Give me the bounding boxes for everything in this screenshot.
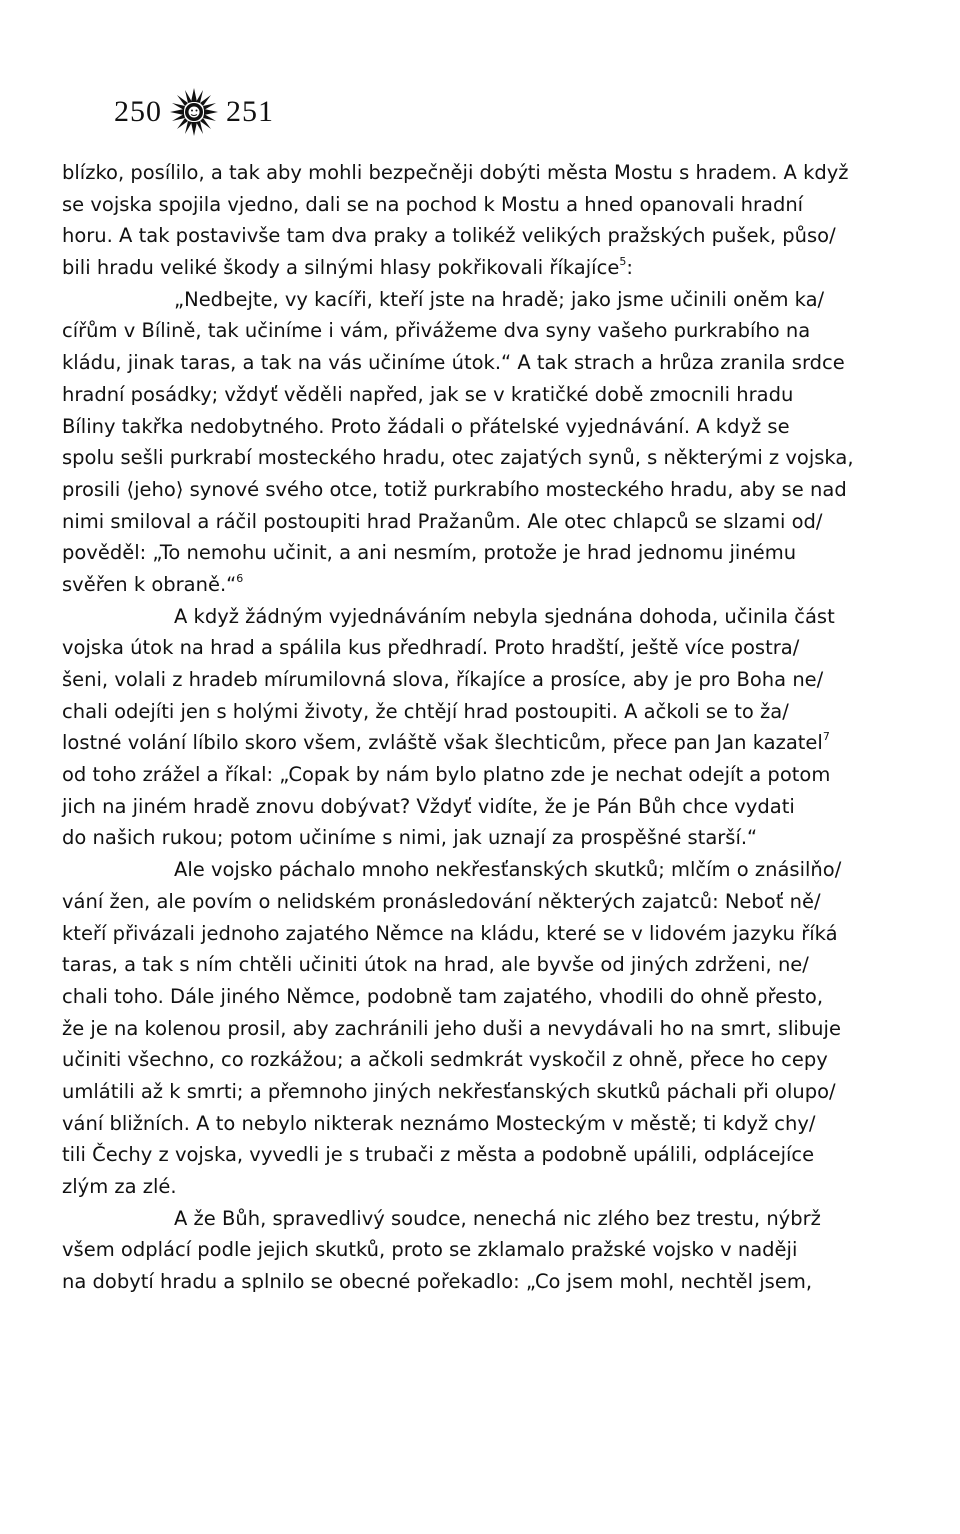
text-line [62,442,898,474]
text-line [62,1139,898,1171]
text-line-content: do našich rukou; potom učiníme s nimi, jak uznají za prospěšné starší.“ [62,826,758,850]
text-line-content: zlým za zlé. [62,1175,177,1198]
text-line [62,632,898,664]
text-line-content: Bíliny takřka nedobytného. Proto žádali o přátelské vyjednávání. A když se [62,414,790,438]
text-line-content: kteří přivázali jednoho zajatého Němce na kládu, které se v lidovém jazyku říká [62,921,838,945]
text-line-content: hradní posádky; vždyť věděli napřed, jak se v kratičké době zmocnili hradu [62,382,794,406]
text-line-content: se vojska spojila vjedno, dali se na pochod k Mostu a hned opanovali hradní [62,192,804,216]
text-line [62,537,898,569]
footnote-marker: 5 [619,255,627,269]
text-line [62,696,898,728]
text-line-content: šeni, volali z hradeb mírumilovná slova, říkajíce a prosíce, aby je pro Boha ne/ [62,668,824,691]
footnote-marker: 7 [822,730,830,744]
footnote-marker: 6 [236,571,244,585]
text-line-content: chali odejíti jen s holými životy, že chtějí hrad postoupiti. A ačkoli se to ža/ [62,699,789,723]
text-line-content: bili hradu veliké škody a silnými hlasy pokřikovali říkajíce [62,256,620,280]
text-line [62,1266,898,1298]
text-line-content: umlátili až k smrti; a přemnoho jiných nekřesťanských skutků páchali při olupo/ [62,1079,836,1103]
page-header [114,84,274,140]
page-number-left: 250 [114,95,162,128]
text-line-content: „Nedbejte, vy kacíři, kteří jste na hradě; jako jsme učinili oněm ka/ [174,287,825,311]
text-line [62,220,898,252]
text-line [62,981,898,1013]
text-line-content: vání žen, ale povím o nelidském pronásledování některých zajatců: Neboť ně/ [62,889,821,913]
text-line-content: prosili ⟨jeho⟩ synové svého otce, totiž purkrabího mosteckého hradu, aby se nad [62,477,847,501]
text-line-content: učiniti všechno, co rozkážou; a ačkoli sedmkrát vyskočil z ohně, přece ho cepy [62,1048,828,1072]
text-line-content: cířům v Bílině, tak učiníme i vám, přivážeme dva syny vašeho purkrabího na [62,319,811,343]
text-line-content: vojska útok na hrad a spálila kus předhradí. Proto hradští, ještě více postra/ [62,636,800,660]
text-line-content: horu. A tak postavivše tam dva praky a tolikéž velikých pražských pušek, půso/ [62,224,836,248]
text-line [62,918,898,950]
text-line [62,791,898,823]
text-line [62,1171,898,1203]
text-line [62,949,898,981]
text-line-content: všem odplácí podle jejich skutků, proto se zklamalo pražské vojsko v naději [62,1238,798,1262]
text-line-content: spolu sešli purkrabí mosteckého hradu, otec zajatých synů, s některými z vojska, [62,446,854,470]
text-line-content: od toho zrážel a říkal: „Copak by nám bylo platno zde je nechat odejít a potom [62,763,831,787]
text-line [62,601,898,633]
text-line [62,284,898,316]
text-line [62,664,898,696]
text-line-content: tili Čechy z vojska, vyvedli je s trubači z města a podobně upálili, odplácejíce [62,1143,815,1167]
text-line-content: jich na jiném hradě znovu dobývat? Vždyť vidíte, že je Pán Bůh chce vydati [62,794,795,818]
text-line [62,1013,898,1045]
text-line-content: A že Bůh, spravedlivý soudce, nenechá nic zlého bez trestu, nýbrž [174,1206,821,1230]
text-line [62,474,898,506]
text-line [62,157,898,189]
text-line-content: blízko, posílilo, a tak aby mohli bezpečněji dobýti města Mostu s hradem. A když [62,161,849,184]
text-line-content: kládu, jinak taras, a tak na vás učiníme útok.“ A tak strach a hrůza zranila srdce [62,351,845,375]
sun-ornament-icon [166,84,222,140]
text-line-content: pověděl: „To nemohu učinit, a ani nesmím, protože je hrad jednomu jinému [62,541,797,565]
text-line-content: taras, a tak s ním chtěli učiniti útok na hrad, ale byvše od jiných zdrženi, ne/ [62,953,809,977]
text-line [62,347,898,379]
text-line [62,506,898,538]
text-line-content: lostné volání líbilo skoro všem, zvláště však šlechticům, přece pan Jan kazatel [62,731,823,755]
text-line-content: vání bližních. A to nebylo nikterak neznámo Mosteckým v městě; ti když chy/ [62,1111,816,1135]
text-line-content: Ale vojsko páchalo mnoho nekřesťanských skutků; mlčím o znásilňo/ [174,858,842,882]
text-line [62,315,898,347]
text-line-content: na dobytí hradu a splnilo se obecné pořekadlo: „Co jsem mohl, nechtěl jsem, [62,1270,813,1294]
text-line-content: svěřen k obraně.“ [62,572,237,596]
text-line [62,1108,898,1140]
text-line-content: že je na kolenou prosil, aby zachránili jeho duši a nevydávali ho na smrt, slibuje [62,1016,841,1040]
text-line [62,727,898,759]
text-line-content: nimi smiloval a ráčil postoupiti hrad Pražanům. Ale otec chlapců se slzami od/ [62,509,823,533]
text-line [62,189,898,221]
text-line [62,886,898,918]
text-line [62,854,898,886]
page-number-right: 251 [226,95,274,128]
text-line [62,569,898,601]
text-line [62,411,898,443]
text-line [62,759,898,791]
text-line [62,252,898,284]
text-line [62,1234,898,1266]
text-line [62,1076,898,1108]
text-line-suffix: : [626,256,633,280]
body-text [62,157,898,1298]
text-line-content: A když žádným vyjednáváním nebyla sjednána dohoda, učinila část [174,604,835,628]
text-line [62,822,898,854]
text-line-content: chali toho. Dále jiného Němce, podobně tam zajatého, vhodili do ohně přesto, [62,984,824,1008]
text-line [62,1203,898,1235]
text-line [62,1044,898,1076]
text-line [62,379,898,411]
